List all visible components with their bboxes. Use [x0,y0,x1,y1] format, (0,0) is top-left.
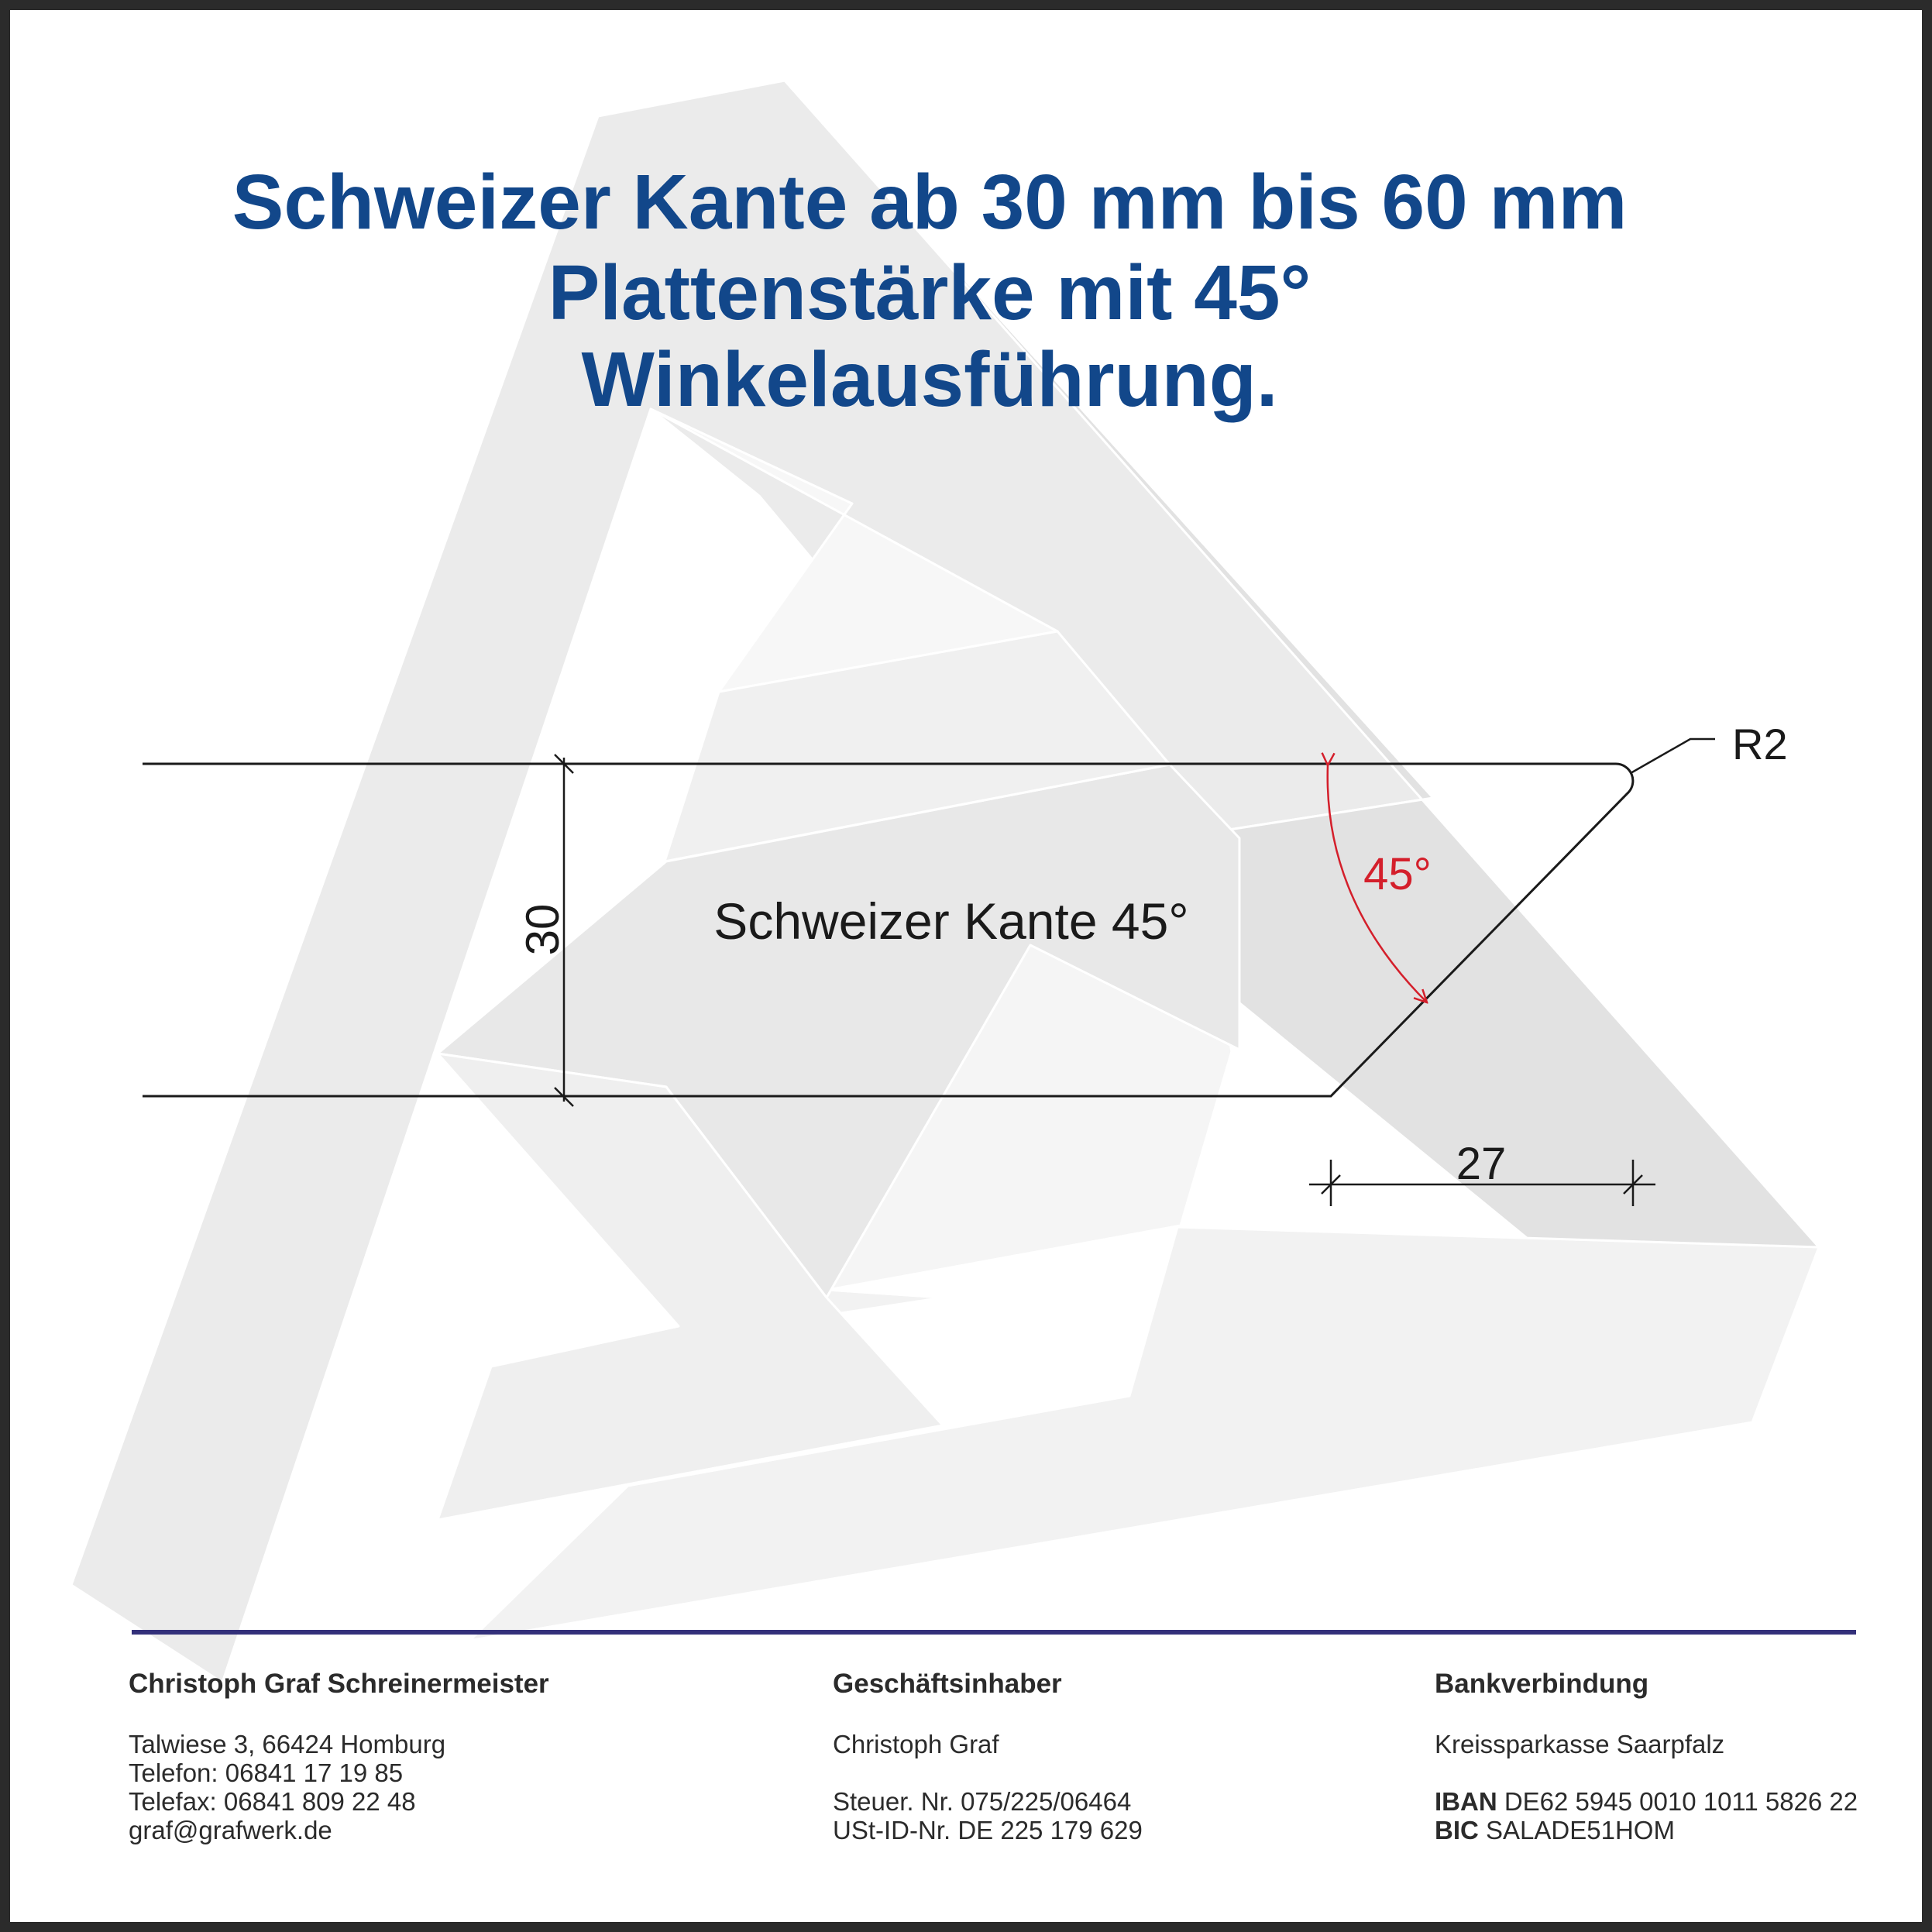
company-fax: Telefax: 06841 809 22 48 [129,1787,416,1816]
page-title-line-2: Plattenstärke mit 45° [548,249,1311,336]
owner-vat-id: USt-ID-Nr. DE 225 179 629 [833,1816,1143,1844]
bic-label: BIC [1435,1816,1479,1844]
radius-leader [1631,739,1715,773]
company-address: Talwiese 3, 66424 Homburg [129,1730,446,1758]
bank-iban-line [1435,1787,1858,1816]
bank-heading: Bankverbindung [1435,1669,1649,1699]
profile-label: Schweizer Kante 45° [713,892,1189,950]
footer-owner [833,1669,1143,1844]
footer-bank [1435,1669,1858,1844]
angle-label: 45° [1363,849,1432,899]
company-heading: Christoph Graf Schreinermeister [129,1669,549,1699]
company-email: graf@grafwerk.de [129,1816,332,1844]
thickness-label: 30 [517,903,569,956]
footer-divider [132,1630,1856,1635]
bank-name: Kreissparkasse Saarpfalz [1435,1730,1725,1758]
page-title-line-1: Schweizer Kante ab 30 mm bis 60 mm [232,159,1628,246]
owner-tax-number: Steuer. Nr. 075/225/06464 [833,1787,1132,1816]
footer-company [129,1669,549,1844]
iban-value: DE62 5945 0010 1011 5826 22 [1504,1787,1858,1816]
page-title-line-3: Winkelausführung. [581,336,1278,423]
bank-bic-line [1435,1816,1858,1844]
chamfer-label: 27 [1456,1139,1507,1189]
owner-heading: Geschäftsinhaber [833,1669,1062,1699]
owner-name: Christoph Graf [833,1730,999,1758]
company-phone: Telefon: 06841 17 19 85 [129,1758,404,1787]
bic-value: SALADE51HOM [1486,1816,1675,1844]
radius-label: R2 [1732,720,1788,768]
iban-label: IBAN [1435,1787,1497,1816]
